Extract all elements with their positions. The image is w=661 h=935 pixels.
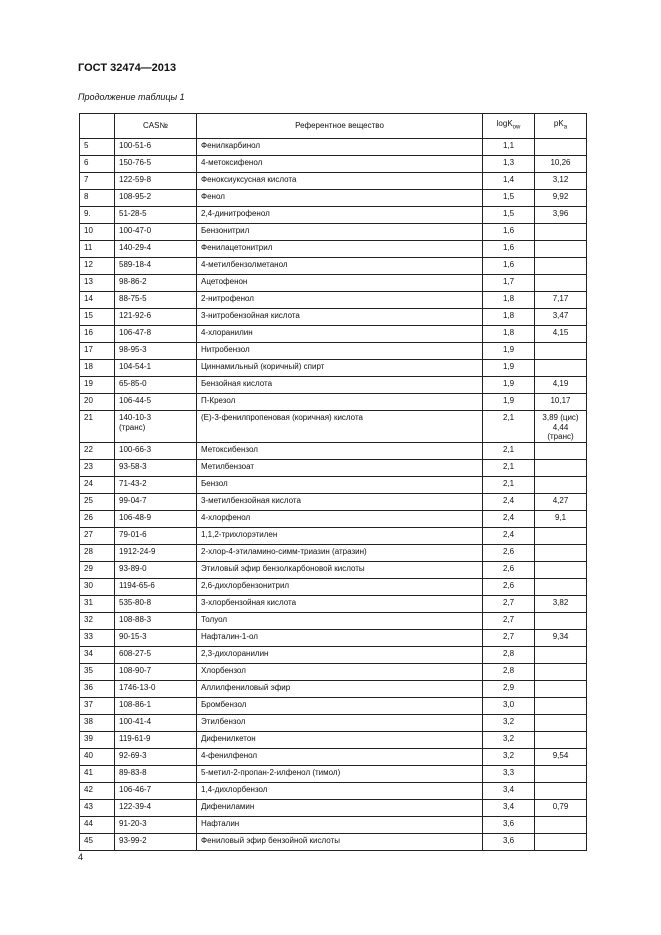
cell-substance: Метилбензоат bbox=[197, 459, 483, 476]
cell-pka: 4,27 bbox=[535, 493, 587, 510]
cell-pka: 3,82 bbox=[535, 595, 587, 612]
cell-num: 29 bbox=[80, 561, 115, 578]
cell-logkow: 1,9 bbox=[483, 343, 535, 360]
cell-num: 43 bbox=[80, 799, 115, 816]
cell-logkow: 2,8 bbox=[483, 646, 535, 663]
cell-cas: 535-80-8 bbox=[115, 595, 197, 612]
table-row bbox=[80, 578, 587, 595]
cell-logkow: 2,8 bbox=[483, 663, 535, 680]
cell-cas: 122-39-4 bbox=[115, 799, 197, 816]
logk-subscript: ow bbox=[512, 124, 521, 131]
cell-pka: 9,92 bbox=[535, 190, 587, 207]
cell-num: 31 bbox=[80, 595, 115, 612]
cell-logkow: 2,1 bbox=[483, 459, 535, 476]
cell-num: 33 bbox=[80, 629, 115, 646]
table-row bbox=[80, 629, 587, 646]
table-row bbox=[80, 799, 587, 816]
table-row bbox=[80, 510, 587, 527]
cell-substance: 1,1,2-трихлорэтилен bbox=[197, 527, 483, 544]
cell-cas: 93-58-3 bbox=[115, 459, 197, 476]
pk-subscript: a bbox=[563, 124, 568, 131]
cell-logkow: 3,4 bbox=[483, 782, 535, 799]
cell-cas: 589-18-4 bbox=[115, 258, 197, 275]
cell-cas: 121-92-6 bbox=[115, 309, 197, 326]
table-row bbox=[80, 612, 587, 629]
cell-substance: Бензол bbox=[197, 476, 483, 493]
cell-cas: 89-83-8 bbox=[115, 765, 197, 782]
cell-substance: Фенол bbox=[197, 190, 483, 207]
table-row bbox=[80, 309, 587, 326]
cell-logkow: 3,6 bbox=[483, 816, 535, 833]
cell-logkow: 3,2 bbox=[483, 748, 535, 765]
cell-cas: 93-89-0 bbox=[115, 561, 197, 578]
cell-cas: 93-99-2 bbox=[115, 833, 197, 850]
cell-pka bbox=[535, 360, 587, 377]
cell-logkow: 1,8 bbox=[483, 326, 535, 343]
cell-cas: 98-95-3 bbox=[115, 343, 197, 360]
cell-pka: 9,1 bbox=[535, 510, 587, 527]
cell-cas: 79-01-6 bbox=[115, 527, 197, 544]
cell-num: 16 bbox=[80, 326, 115, 343]
cell-num: 36 bbox=[80, 680, 115, 697]
cell-num: 5 bbox=[80, 139, 115, 156]
cell-logkow: 2,1 bbox=[483, 442, 535, 459]
cell-logkow: 1,9 bbox=[483, 394, 535, 411]
table-row bbox=[80, 731, 587, 748]
cell-substance: 4-метилбензолметанол bbox=[197, 258, 483, 275]
cell-pka: 3,96 bbox=[535, 207, 587, 224]
cell-substance: Бензойная кислота bbox=[197, 377, 483, 394]
cell-num: 30 bbox=[80, 578, 115, 595]
table-row bbox=[80, 442, 587, 459]
cell-pka bbox=[535, 663, 587, 680]
cell-logkow: 2,6 bbox=[483, 578, 535, 595]
cell-num: 6 bbox=[80, 156, 115, 173]
cell-substance: 3-хлорбензойная кислота bbox=[197, 595, 483, 612]
cell-num: 15 bbox=[80, 309, 115, 326]
table-row bbox=[80, 258, 587, 275]
cell-pka: 4,19 bbox=[535, 377, 587, 394]
cell-pka bbox=[535, 646, 587, 663]
cell-num: 11 bbox=[80, 241, 115, 258]
cell-num: 45 bbox=[80, 833, 115, 850]
cell-pka bbox=[535, 442, 587, 459]
cell-substance: Фенилкарбинол bbox=[197, 139, 483, 156]
cell-substance: 4-фенилфенол bbox=[197, 748, 483, 765]
cell-logkow: 3,6 bbox=[483, 833, 535, 850]
cell-logkow: 3,3 bbox=[483, 765, 535, 782]
cell-substance: Этиловый эфир бензолкарбоновой кислоты bbox=[197, 561, 483, 578]
table-row bbox=[80, 527, 587, 544]
cell-logkow: 2,7 bbox=[483, 612, 535, 629]
cell-cas: 140-29-4 bbox=[115, 241, 197, 258]
table-row bbox=[80, 680, 587, 697]
cell-substance: 3-метилбензойная кислота bbox=[197, 493, 483, 510]
cell-logkow: 1,3 bbox=[483, 156, 535, 173]
table-row bbox=[80, 714, 587, 731]
cell-pka: 9,34 bbox=[535, 629, 587, 646]
cell-logkow: 3,2 bbox=[483, 714, 535, 731]
cell-pka bbox=[535, 714, 587, 731]
cell-pka bbox=[535, 578, 587, 595]
table-row bbox=[80, 816, 587, 833]
cell-num: 25 bbox=[80, 493, 115, 510]
cell-num: 26 bbox=[80, 510, 115, 527]
cell-cas: 92-69-3 bbox=[115, 748, 197, 765]
table-row bbox=[80, 360, 587, 377]
cell-cas: 122-59-8 bbox=[115, 173, 197, 190]
cell-substance: 2,6-дихлорбензонитрил bbox=[197, 578, 483, 595]
cell-num: 27 bbox=[80, 527, 115, 544]
cell-cas: 1194-65-6 bbox=[115, 578, 197, 595]
cell-logkow: 2,9 bbox=[483, 680, 535, 697]
cell-num: 18 bbox=[80, 360, 115, 377]
cell-pka bbox=[535, 544, 587, 561]
cell-num: 20 bbox=[80, 394, 115, 411]
table-row bbox=[80, 292, 587, 309]
cell-num: 44 bbox=[80, 816, 115, 833]
cell-cas: 106-48-9 bbox=[115, 510, 197, 527]
cell-logkow: 3,0 bbox=[483, 697, 535, 714]
cell-pka bbox=[535, 343, 587, 360]
table-header-row bbox=[80, 114, 587, 139]
cell-substance: 2-нитрофенол bbox=[197, 292, 483, 309]
cell-pka bbox=[535, 527, 587, 544]
cell-logkow: 2,4 bbox=[483, 527, 535, 544]
substances-table bbox=[79, 113, 587, 851]
cell-logkow: 2,7 bbox=[483, 595, 535, 612]
cell-substance: Нафталин-1-ол bbox=[197, 629, 483, 646]
cell-substance: 4-хлорфенол bbox=[197, 510, 483, 527]
table-caption: Продолжение таблицы 1 bbox=[78, 92, 185, 102]
table-row bbox=[80, 377, 587, 394]
cell-cas: 88-75-5 bbox=[115, 292, 197, 309]
cell-substance: Дифениламин bbox=[197, 799, 483, 816]
cell-logkow: 1,6 bbox=[483, 241, 535, 258]
table-row bbox=[80, 224, 587, 241]
cell-substance: 2,3-дихлоранилин bbox=[197, 646, 483, 663]
cell-substance: Метоксибензол bbox=[197, 442, 483, 459]
cell-cas: 100-41-4 bbox=[115, 714, 197, 731]
pk-label: pK bbox=[553, 118, 564, 128]
cell-logkow: 1,6 bbox=[483, 258, 535, 275]
cell-substance: 2-хлор-4-этиламино-симм-триазин (атразин) bbox=[197, 544, 483, 561]
table-row bbox=[80, 493, 587, 510]
cell-cas: 608-27-5 bbox=[115, 646, 197, 663]
cell-logkow: 1,1 bbox=[483, 139, 535, 156]
cell-substance: Дифенилкетон bbox=[197, 731, 483, 748]
cell-cas: 150-76-5 bbox=[115, 156, 197, 173]
cell-substance: П-Крезол bbox=[197, 394, 483, 411]
cell-pka bbox=[535, 680, 587, 697]
cell-cas: 108-95-2 bbox=[115, 190, 197, 207]
table-row bbox=[80, 782, 587, 799]
cell-pka bbox=[535, 275, 587, 292]
table-row bbox=[80, 459, 587, 476]
cell-num: 14 bbox=[80, 292, 115, 309]
col-header-num bbox=[80, 114, 115, 139]
cell-pka bbox=[535, 697, 587, 714]
cell-pka bbox=[535, 731, 587, 748]
cell-logkow: 2,4 bbox=[483, 493, 535, 510]
cell-logkow: 1,8 bbox=[483, 292, 535, 309]
cell-num: 34 bbox=[80, 646, 115, 663]
cell-cas: 106-47-8 bbox=[115, 326, 197, 343]
cell-num: 24 bbox=[80, 476, 115, 493]
cell-num: 23 bbox=[80, 459, 115, 476]
table-row bbox=[80, 326, 587, 343]
cell-pka: 9,54 bbox=[535, 748, 587, 765]
table-row bbox=[80, 275, 587, 292]
cell-pka: 10,26 bbox=[535, 156, 587, 173]
cell-substance: Циннамильный (коричный) спирт bbox=[197, 360, 483, 377]
document-code: ГОСТ 32474—2013 bbox=[78, 62, 177, 74]
cell-pka bbox=[535, 782, 587, 799]
cell-logkow: 1,7 bbox=[483, 275, 535, 292]
cell-cas: 91-20-3 bbox=[115, 816, 197, 833]
cell-logkow: 1,8 bbox=[483, 309, 535, 326]
cell-logkow: 2,7 bbox=[483, 629, 535, 646]
cell-substance: (E)-3-фенилпропеновая (коричная) кислота bbox=[197, 411, 483, 443]
cell-logkow: 1,6 bbox=[483, 224, 535, 241]
cell-pka bbox=[535, 833, 587, 850]
cell-logkow: 2,1 bbox=[483, 476, 535, 493]
cell-logkow: 2,6 bbox=[483, 561, 535, 578]
cell-substance: 2,4-динитрофенол bbox=[197, 207, 483, 224]
cell-substance: Этилбензол bbox=[197, 714, 483, 731]
cell-substance: Нафталин bbox=[197, 816, 483, 833]
cell-num: 40 bbox=[80, 748, 115, 765]
table-row bbox=[80, 561, 587, 578]
cell-substance: 5-метил-2-пропан-2-илфенол (тимол) bbox=[197, 765, 483, 782]
cell-logkow: 1,5 bbox=[483, 190, 535, 207]
cell-substance: Ацетофенон bbox=[197, 275, 483, 292]
cell-cas: 108-88-3 bbox=[115, 612, 197, 629]
cell-substance: Аллилфениловый эфир bbox=[197, 680, 483, 697]
col-header-logkow bbox=[483, 114, 535, 139]
cell-pka: 3,47 bbox=[535, 309, 587, 326]
table-row bbox=[80, 139, 587, 156]
cell-pka bbox=[535, 816, 587, 833]
cell-num: 22 bbox=[80, 442, 115, 459]
cell-cas: 106-46-7 bbox=[115, 782, 197, 799]
cell-num: 17 bbox=[80, 343, 115, 360]
cell-pka: 7,17 bbox=[535, 292, 587, 309]
cell-pka bbox=[535, 459, 587, 476]
cell-substance: 4-метоксифенол bbox=[197, 156, 483, 173]
table-row bbox=[80, 595, 587, 612]
col-header-cas: CAS№ bbox=[115, 114, 197, 139]
cell-cas: 98-86-2 bbox=[115, 275, 197, 292]
cell-num: 13 bbox=[80, 275, 115, 292]
cell-pka bbox=[535, 139, 587, 156]
cell-logkow: 3,4 bbox=[483, 799, 535, 816]
table-row bbox=[80, 663, 587, 680]
cell-substance: Толуол bbox=[197, 612, 483, 629]
cell-num: 37 bbox=[80, 697, 115, 714]
cell-cas: 1746-13-0 bbox=[115, 680, 197, 697]
table-row bbox=[80, 748, 587, 765]
page-number: 4 bbox=[78, 852, 84, 862]
cell-num: 10 bbox=[80, 224, 115, 241]
cell-num: 42 bbox=[80, 782, 115, 799]
cell-cas: 71-43-2 bbox=[115, 476, 197, 493]
table-row bbox=[80, 173, 587, 190]
cell-pka: 3,12 bbox=[535, 173, 587, 190]
cell-cas: 99-04-7 bbox=[115, 493, 197, 510]
cell-cas: 140-10-3 (транс) bbox=[115, 411, 197, 443]
cell-substance: Фениловый эфир бензойной кислоты bbox=[197, 833, 483, 850]
cell-pka: 10,17 bbox=[535, 394, 587, 411]
table-row bbox=[80, 476, 587, 493]
table-row bbox=[80, 833, 587, 850]
cell-num: 32 bbox=[80, 612, 115, 629]
cell-pka bbox=[535, 241, 587, 258]
cell-pka bbox=[535, 476, 587, 493]
table-row bbox=[80, 394, 587, 411]
cell-cas: 100-51-6 bbox=[115, 139, 197, 156]
cell-num: 8 bbox=[80, 190, 115, 207]
table-row bbox=[80, 544, 587, 561]
col-header-pka bbox=[535, 114, 587, 139]
cell-num: 21 bbox=[80, 411, 115, 443]
cell-num: 12 bbox=[80, 258, 115, 275]
cell-cas: 90-15-3 bbox=[115, 629, 197, 646]
table-body bbox=[80, 139, 587, 851]
cell-substance: 3-нитробензойная кислота bbox=[197, 309, 483, 326]
cell-substance: 1,4-дихлорбензол bbox=[197, 782, 483, 799]
logk-label: logK bbox=[496, 118, 513, 128]
cell-cas: 119-61-9 bbox=[115, 731, 197, 748]
cell-num: 9. bbox=[80, 207, 115, 224]
cell-substance: Нитробензол bbox=[197, 343, 483, 360]
cell-pka: 4,15 bbox=[535, 326, 587, 343]
table-row bbox=[80, 765, 587, 782]
cell-num: 7 bbox=[80, 173, 115, 190]
cell-logkow: 1,4 bbox=[483, 173, 535, 190]
table-row bbox=[80, 646, 587, 663]
table-row bbox=[80, 207, 587, 224]
cell-pka bbox=[535, 561, 587, 578]
cell-num: 41 bbox=[80, 765, 115, 782]
table-row bbox=[80, 190, 587, 207]
cell-cas: 1912-24-9 bbox=[115, 544, 197, 561]
cell-pka: 0,79 bbox=[535, 799, 587, 816]
cell-substance: Фенилацетонитрил bbox=[197, 241, 483, 258]
cell-num: 38 bbox=[80, 714, 115, 731]
table-row bbox=[80, 156, 587, 173]
cell-cas: 100-47-0 bbox=[115, 224, 197, 241]
cell-substance: Хлорбензол bbox=[197, 663, 483, 680]
cell-pka bbox=[535, 258, 587, 275]
cell-substance: Бромбензол bbox=[197, 697, 483, 714]
cell-substance: Бензонитрил bbox=[197, 224, 483, 241]
table-row bbox=[80, 343, 587, 360]
col-header-substance: Референтное вещество bbox=[197, 114, 483, 139]
cell-logkow: 2,1 bbox=[483, 411, 535, 443]
cell-logkow: 3,2 bbox=[483, 731, 535, 748]
cell-logkow: 1,9 bbox=[483, 360, 535, 377]
cell-cas: 104-54-1 bbox=[115, 360, 197, 377]
cell-logkow: 2,6 bbox=[483, 544, 535, 561]
table-row bbox=[80, 411, 587, 443]
cell-substance: Феноксиуксусная кислота bbox=[197, 173, 483, 190]
cell-logkow: 1,9 bbox=[483, 377, 535, 394]
cell-logkow: 1,5 bbox=[483, 207, 535, 224]
cell-pka: 3,89 (цис) 4,44 (транс) bbox=[535, 411, 587, 443]
cell-cas: 108-90-7 bbox=[115, 663, 197, 680]
cell-num: 35 bbox=[80, 663, 115, 680]
cell-pka bbox=[535, 765, 587, 782]
cell-cas: 65-85-0 bbox=[115, 377, 197, 394]
cell-num: 39 bbox=[80, 731, 115, 748]
cell-num: 19 bbox=[80, 377, 115, 394]
cell-substance: 4-хлоранилин bbox=[197, 326, 483, 343]
cell-cas: 108-86-1 bbox=[115, 697, 197, 714]
cell-num: 28 bbox=[80, 544, 115, 561]
cell-cas: 106-44-5 bbox=[115, 394, 197, 411]
cell-cas: 51-28-5 bbox=[115, 207, 197, 224]
cell-logkow: 2,4 bbox=[483, 510, 535, 527]
cell-cas: 100-66-3 bbox=[115, 442, 197, 459]
cell-pka bbox=[535, 224, 587, 241]
cell-pka bbox=[535, 612, 587, 629]
table-row bbox=[80, 697, 587, 714]
table-row bbox=[80, 241, 587, 258]
